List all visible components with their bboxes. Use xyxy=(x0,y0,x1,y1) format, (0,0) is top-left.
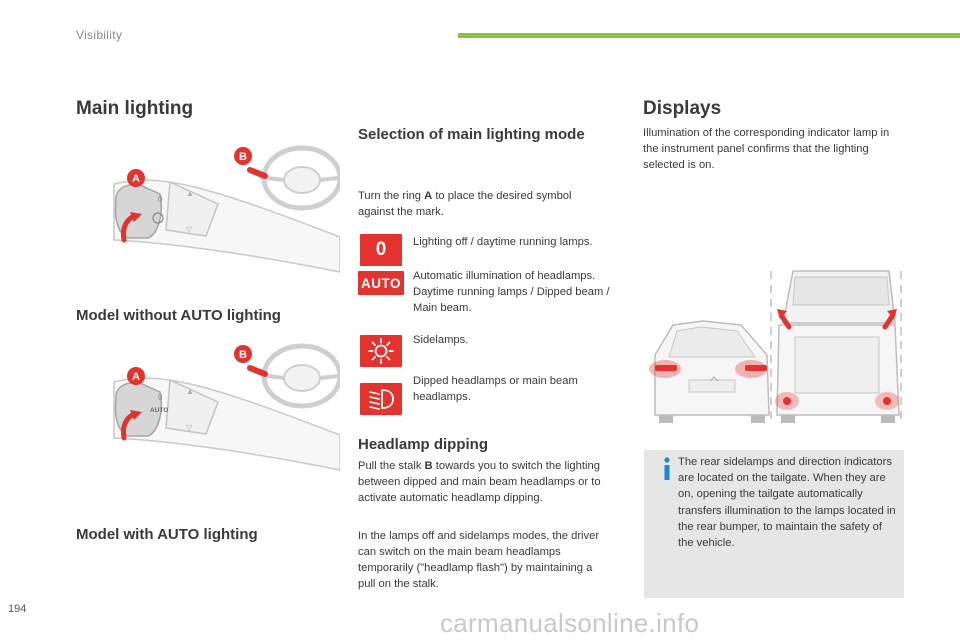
selection-title: Selection of main lighting mode xyxy=(358,126,585,143)
dipping-text-2: In the lamps off and sidelamps modes, the driver can switch on the main beam headlamps temporarily ("headlamp flash") by maintaining a pull on the stalk. xyxy=(358,530,600,590)
label-a: A xyxy=(132,371,140,383)
mode-sidelamps-text: Sidelamps. xyxy=(413,334,469,346)
main-lighting-title: Main lighting xyxy=(76,98,194,119)
svg-text:▲: ▲ xyxy=(186,387,194,396)
steering-wheel-icon xyxy=(264,148,340,208)
page-number: 194 xyxy=(8,603,27,615)
headlamps-icon xyxy=(360,383,402,415)
zero-icon: 0 xyxy=(360,234,402,266)
stalk-b-ref: B xyxy=(424,460,433,472)
car-open-tailgate-icon xyxy=(771,271,901,425)
svg-text:0: 0 xyxy=(158,195,163,204)
stalk-figure-without-auto xyxy=(100,142,340,277)
vehicle-rear-illustration xyxy=(643,265,905,435)
turn-ring-text: Turn the ring A to place the desired symbol against the mark. xyxy=(358,190,572,218)
info-icon xyxy=(660,456,674,482)
auto-mark: AUTO xyxy=(150,407,169,414)
dipping-text-1: Pull the stalk B towards you to switch the lighting between dipped and main beam headlamps or to activate automatic headlamp dipping. xyxy=(358,460,601,504)
auto-icon: AUTO xyxy=(358,271,404,295)
svg-text:▽: ▽ xyxy=(186,423,193,432)
svg-text:0: 0 xyxy=(158,393,163,402)
caption-without-auto: Model without AUTO lighting xyxy=(76,307,281,324)
caption-with-auto: Model with AUTO lighting xyxy=(76,526,258,543)
label-b: B xyxy=(239,151,247,163)
svg-text:▲: ▲ xyxy=(186,189,194,198)
mode-headlamps-text: Dipped headlamps or main beam headlamps. xyxy=(413,375,578,403)
mode-off-text: Lighting off / daytime running lamps. xyxy=(413,236,593,248)
stalk-figure-with-auto xyxy=(100,340,340,475)
section-label: Visibility xyxy=(76,28,123,42)
sidelamps-icon xyxy=(360,335,402,367)
label-a: A xyxy=(132,173,140,185)
mode-auto-text: Automatic illumination of headlamps. Daytime running lamps / Dipped beam / Main beam. xyxy=(413,270,610,314)
info-text: The rear sidelamps and direction indicators are located on the tailgate. When they are on, opening the tailgate automatically transfers illumination to the lamps located in the rear bumper, to maintain the safety of the vehicle. xyxy=(678,456,896,550)
info-box xyxy=(644,450,904,598)
car-closed-icon xyxy=(649,321,769,423)
displays-text: Illumination of the corresponding indicator lamp in the instrument panel confirms that the lighting selected is on. xyxy=(643,127,890,171)
displays-title: Displays xyxy=(643,98,722,119)
dipping-title: Headlamp dipping xyxy=(358,436,489,453)
svg-text:▽: ▽ xyxy=(186,225,193,234)
section-color-bar xyxy=(458,33,960,38)
watermark: carmanualsonline.info xyxy=(440,608,700,638)
steering-wheel-icon xyxy=(264,346,340,406)
ring-a-ref: A xyxy=(424,190,433,202)
label-b: B xyxy=(239,349,247,361)
